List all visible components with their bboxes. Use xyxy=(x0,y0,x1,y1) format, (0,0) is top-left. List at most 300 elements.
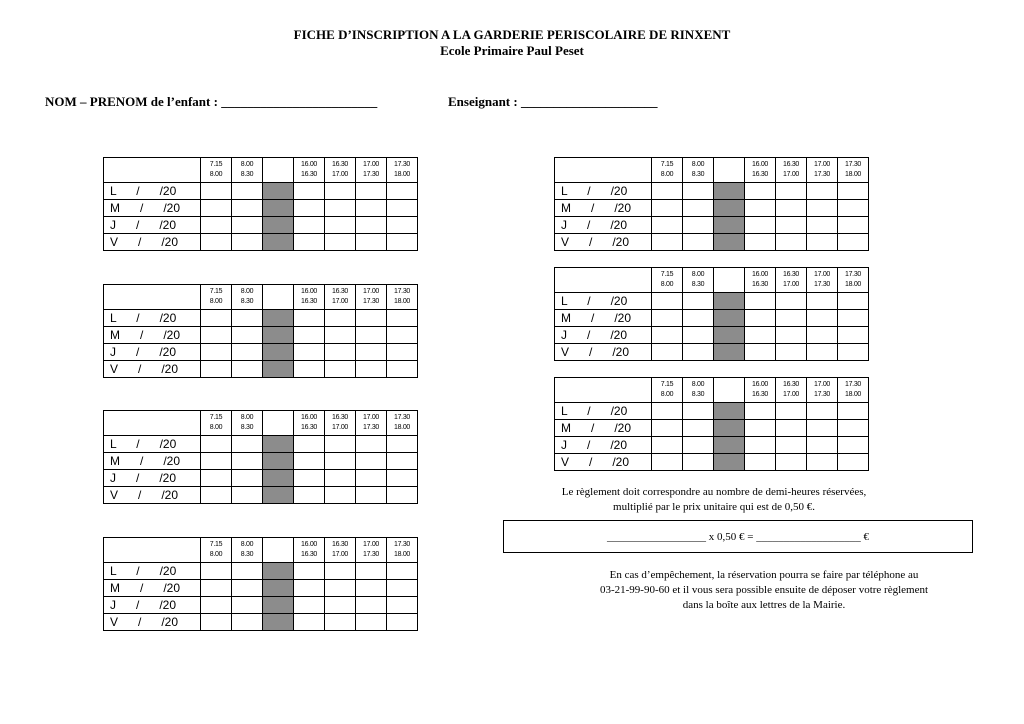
slot-checkbox-cell[interactable] xyxy=(201,344,232,361)
day-label: L / /20 xyxy=(104,310,201,327)
header-blank-cell xyxy=(104,285,201,310)
slot-checkbox-cell[interactable] xyxy=(201,200,232,217)
slot-checkbox-cell[interactable] xyxy=(838,234,869,251)
slot-start: 7.15 xyxy=(660,381,674,388)
slot-start: 17.00 xyxy=(813,271,831,278)
slot-checkbox-cell[interactable] xyxy=(745,310,776,327)
slot-checkbox-cell[interactable] xyxy=(294,580,325,597)
slot-checkbox-cell[interactable] xyxy=(776,183,807,200)
slot-checkbox-cell[interactable] xyxy=(387,597,418,614)
unavailable-slot xyxy=(714,403,745,420)
slot-checkbox-cell[interactable] xyxy=(652,454,683,471)
unavailable-slot xyxy=(714,344,745,361)
slot-checkbox-cell[interactable] xyxy=(838,217,869,234)
slot-end: 18.00 xyxy=(393,171,411,178)
day-label: M / /20 xyxy=(555,200,652,217)
unavailable-slot xyxy=(714,183,745,200)
day-row xyxy=(104,470,418,487)
time-slot-header xyxy=(807,268,838,293)
slot-end: 17.00 xyxy=(331,551,349,558)
slot-checkbox-cell[interactable] xyxy=(745,454,776,471)
slot-checkbox-cell[interactable] xyxy=(807,200,838,217)
slot-checkbox-cell[interactable] xyxy=(683,420,714,437)
time-slot-header xyxy=(652,158,683,183)
slot-checkbox-cell[interactable] xyxy=(807,183,838,200)
slot-checkbox-cell[interactable] xyxy=(387,563,418,580)
day-label: L / /20 xyxy=(104,183,201,200)
slot-checkbox-cell[interactable] xyxy=(387,234,418,251)
slot-checkbox-cell[interactable] xyxy=(807,293,838,310)
slot-checkbox-cell[interactable] xyxy=(325,597,356,614)
slot-checkbox-cell[interactable] xyxy=(683,200,714,217)
contact-line: 03-21-99-90-60 et il vous sera possible ensuite de déposer votre règlement xyxy=(599,584,929,596)
day-label: L / /20 xyxy=(555,183,652,200)
unavailable-slot xyxy=(263,614,294,631)
slot-end: 16.30 xyxy=(300,171,318,178)
header-blank-cell xyxy=(555,158,652,183)
day-label: M / /20 xyxy=(104,453,201,470)
slot-checkbox-cell[interactable] xyxy=(201,327,232,344)
slot-checkbox-cell[interactable] xyxy=(776,310,807,327)
slot-checkbox-cell[interactable] xyxy=(683,437,714,454)
time-slot-header xyxy=(714,268,745,293)
slot-checkbox-cell[interactable] xyxy=(652,403,683,420)
slot-checkbox-cell[interactable] xyxy=(776,234,807,251)
slot-checkbox-cell[interactable] xyxy=(201,310,232,327)
slot-checkbox-cell[interactable] xyxy=(356,563,387,580)
slot-checkbox-cell[interactable] xyxy=(745,217,776,234)
slot-checkbox-cell[interactable] xyxy=(683,403,714,420)
day-row xyxy=(555,200,869,217)
unavailable-slot xyxy=(714,310,745,327)
slot-checkbox-cell[interactable] xyxy=(683,293,714,310)
slot-checkbox-cell[interactable] xyxy=(232,344,263,361)
slot-checkbox-cell[interactable] xyxy=(325,344,356,361)
time-slot-header xyxy=(232,158,263,183)
slot-checkbox-cell[interactable] xyxy=(745,183,776,200)
slot-checkbox-cell[interactable] xyxy=(294,563,325,580)
slot-checkbox-cell[interactable] xyxy=(652,200,683,217)
slot-checkbox-cell[interactable] xyxy=(387,361,418,378)
slot-checkbox-cell[interactable] xyxy=(232,487,263,504)
slot-checkbox-cell[interactable] xyxy=(201,234,232,251)
slot-checkbox-cell[interactable] xyxy=(776,437,807,454)
day-label: L / /20 xyxy=(104,436,201,453)
slot-checkbox-cell[interactable] xyxy=(745,344,776,361)
slot-checkbox-cell[interactable] xyxy=(776,217,807,234)
slot-checkbox-cell[interactable] xyxy=(325,487,356,504)
day-label: M / /20 xyxy=(104,327,201,344)
day-label: V / /20 xyxy=(104,234,201,251)
slot-checkbox-cell[interactable] xyxy=(325,453,356,470)
slot-end: 17.00 xyxy=(782,391,800,398)
time-slot-header xyxy=(263,538,294,563)
slot-checkbox-cell[interactable] xyxy=(356,200,387,217)
unavailable-slot xyxy=(263,183,294,200)
slot-start: 16.00 xyxy=(751,271,769,278)
slot-checkbox-cell[interactable] xyxy=(325,580,356,597)
unavailable-slot xyxy=(263,234,294,251)
slot-start: 17.00 xyxy=(813,161,831,168)
slot-checkbox-cell[interactable] xyxy=(652,310,683,327)
slot-end: 16.30 xyxy=(751,171,769,178)
child-name-field[interactable]: NOM – PRENOM de l’enfant : ________________________ xyxy=(45,94,378,109)
day-row xyxy=(104,563,418,580)
slot-checkbox-cell[interactable] xyxy=(201,436,232,453)
slot-checkbox-cell[interactable] xyxy=(776,327,807,344)
slot-checkbox-cell[interactable] xyxy=(356,470,387,487)
slot-start: 7.15 xyxy=(209,161,223,168)
slot-checkbox-cell[interactable] xyxy=(745,200,776,217)
time-slot-header xyxy=(776,378,807,403)
slot-end: 18.00 xyxy=(844,171,862,178)
week-table xyxy=(554,267,869,361)
time-slot-header xyxy=(294,158,325,183)
time-slot-header xyxy=(652,378,683,403)
slot-checkbox-cell[interactable] xyxy=(232,597,263,614)
slot-checkbox-cell[interactable] xyxy=(356,580,387,597)
slot-checkbox-cell[interactable] xyxy=(232,217,263,234)
slot-checkbox-cell[interactable] xyxy=(838,437,869,454)
slot-checkbox-cell[interactable] xyxy=(807,420,838,437)
slot-end: 17.30 xyxy=(813,281,831,288)
slot-checkbox-cell[interactable] xyxy=(356,217,387,234)
day-row xyxy=(104,597,418,614)
payment-calculation-box[interactable] xyxy=(503,520,973,553)
slot-start: 17.00 xyxy=(362,288,380,295)
slot-checkbox-cell[interactable] xyxy=(776,454,807,471)
slot-end: 8.00 xyxy=(660,281,674,288)
slot-checkbox-cell[interactable] xyxy=(201,470,232,487)
slot-checkbox-cell[interactable] xyxy=(356,183,387,200)
slot-checkbox-cell[interactable] xyxy=(387,487,418,504)
slot-end: 17.30 xyxy=(813,171,831,178)
unavailable-slot xyxy=(263,487,294,504)
slot-checkbox-cell[interactable] xyxy=(232,361,263,378)
slot-checkbox-cell[interactable] xyxy=(325,327,356,344)
slot-end: 16.30 xyxy=(751,391,769,398)
header-blank-cell xyxy=(104,158,201,183)
unavailable-slot xyxy=(714,217,745,234)
time-slot-header xyxy=(776,268,807,293)
time-slot-header xyxy=(263,285,294,310)
slot-checkbox-cell[interactable] xyxy=(356,614,387,631)
slot-checkbox-cell[interactable] xyxy=(745,437,776,454)
slot-checkbox-cell[interactable] xyxy=(776,293,807,310)
slot-checkbox-cell[interactable] xyxy=(232,436,263,453)
day-label: V / /20 xyxy=(104,487,201,504)
slot-start: 16.00 xyxy=(300,414,318,421)
time-slot-header xyxy=(745,378,776,403)
slot-end: 16.30 xyxy=(751,281,769,288)
slot-checkbox-cell[interactable] xyxy=(387,470,418,487)
form-title: FICHE D’INSCRIPTION A LA GARDERIE PERISCOLAIRE DE RINXENT xyxy=(293,27,731,42)
slot-start: 7.15 xyxy=(209,288,223,295)
time-slot-header xyxy=(683,268,714,293)
time-slot-header xyxy=(325,411,356,436)
slot-checkbox-cell[interactable] xyxy=(201,580,232,597)
slot-checkbox-cell[interactable] xyxy=(776,420,807,437)
day-row xyxy=(104,436,418,453)
unavailable-slot xyxy=(263,436,294,453)
time-slot-header xyxy=(201,285,232,310)
slot-start: 7.15 xyxy=(660,161,674,168)
slot-start: 16.30 xyxy=(782,381,800,388)
unavailable-slot xyxy=(263,327,294,344)
slot-checkbox-cell[interactable] xyxy=(232,234,263,251)
slot-checkbox-cell[interactable] xyxy=(838,293,869,310)
slot-checkbox-cell[interactable] xyxy=(807,344,838,361)
week-table xyxy=(554,157,869,251)
teacher-field[interactable]: Enseignant : _____________________ xyxy=(448,94,658,109)
day-label: L / /20 xyxy=(104,563,201,580)
slot-checkbox-cell[interactable] xyxy=(325,361,356,378)
slot-checkbox-cell[interactable] xyxy=(652,420,683,437)
slot-checkbox-cell[interactable] xyxy=(387,217,418,234)
slot-end: 8.00 xyxy=(209,424,223,431)
slot-checkbox-cell[interactable] xyxy=(745,234,776,251)
slot-start: 16.30 xyxy=(782,161,800,168)
slot-checkbox-cell[interactable] xyxy=(387,310,418,327)
slot-checkbox-cell[interactable] xyxy=(838,310,869,327)
slot-checkbox-cell[interactable] xyxy=(294,310,325,327)
time-slot-header xyxy=(201,538,232,563)
slot-checkbox-cell[interactable] xyxy=(776,403,807,420)
day-label: J / /20 xyxy=(555,327,652,344)
unavailable-slot xyxy=(263,200,294,217)
slot-checkbox-cell[interactable] xyxy=(201,361,232,378)
time-slot-header xyxy=(387,158,418,183)
day-row xyxy=(104,344,418,361)
day-label: M / /20 xyxy=(555,420,652,437)
slot-start: 16.30 xyxy=(331,414,349,421)
slot-checkbox-cell[interactable] xyxy=(652,344,683,361)
slot-end: 8.00 xyxy=(660,391,674,398)
slot-start: 8.00 xyxy=(240,161,254,168)
slot-end: 17.00 xyxy=(331,298,349,305)
day-label: M / /20 xyxy=(104,580,201,597)
day-row xyxy=(555,327,869,344)
slot-checkbox-cell[interactable] xyxy=(683,310,714,327)
slot-checkbox-cell[interactable] xyxy=(745,293,776,310)
slot-checkbox-cell[interactable] xyxy=(683,234,714,251)
time-slot-header xyxy=(201,411,232,436)
slot-checkbox-cell[interactable] xyxy=(387,580,418,597)
slot-start: 16.00 xyxy=(300,288,318,295)
contact-line: dans la boîte aux lettres de la Mairie. xyxy=(682,599,846,611)
slot-checkbox-cell[interactable] xyxy=(356,344,387,361)
slot-checkbox-cell[interactable] xyxy=(652,217,683,234)
slot-start: 17.00 xyxy=(362,161,380,168)
day-label: J / /20 xyxy=(104,344,201,361)
slot-checkbox-cell[interactable] xyxy=(807,403,838,420)
slot-checkbox-cell[interactable] xyxy=(652,437,683,454)
slot-checkbox-cell[interactable] xyxy=(838,454,869,471)
slot-checkbox-cell[interactable] xyxy=(387,436,418,453)
slot-checkbox-cell[interactable] xyxy=(745,420,776,437)
time-slot-header xyxy=(325,538,356,563)
slot-checkbox-cell[interactable] xyxy=(294,234,325,251)
slot-end: 17.00 xyxy=(782,171,800,178)
slot-checkbox-cell[interactable] xyxy=(201,597,232,614)
slot-checkbox-cell[interactable] xyxy=(356,453,387,470)
slot-checkbox-cell[interactable] xyxy=(294,344,325,361)
slot-checkbox-cell[interactable] xyxy=(201,183,232,200)
slot-checkbox-cell[interactable] xyxy=(294,200,325,217)
slot-checkbox-cell[interactable] xyxy=(652,327,683,344)
slot-checkbox-cell[interactable] xyxy=(294,436,325,453)
slot-checkbox-cell[interactable] xyxy=(683,217,714,234)
day-label: J / /20 xyxy=(555,437,652,454)
day-label: J / /20 xyxy=(104,597,201,614)
slot-checkbox-cell[interactable] xyxy=(652,234,683,251)
day-row xyxy=(104,453,418,470)
slot-end: 8.00 xyxy=(209,171,223,178)
day-label: J / /20 xyxy=(104,470,201,487)
slot-checkbox-cell[interactable] xyxy=(387,344,418,361)
slot-end: 17.00 xyxy=(331,424,349,431)
slot-checkbox-cell[interactable] xyxy=(294,470,325,487)
unavailable-slot xyxy=(714,200,745,217)
slot-start: 8.00 xyxy=(691,271,705,278)
slot-start: 16.00 xyxy=(300,541,318,548)
slot-end: 8.30 xyxy=(691,171,705,178)
slot-checkbox-cell[interactable] xyxy=(807,217,838,234)
slot-checkbox-cell[interactable] xyxy=(356,327,387,344)
unavailable-slot xyxy=(263,580,294,597)
slot-checkbox-cell[interactable] xyxy=(807,234,838,251)
slot-checkbox-cell[interactable] xyxy=(294,327,325,344)
slot-checkbox-cell[interactable] xyxy=(201,217,232,234)
day-row xyxy=(104,327,418,344)
slot-checkbox-cell[interactable] xyxy=(838,420,869,437)
slot-checkbox-cell[interactable] xyxy=(325,234,356,251)
slot-checkbox-cell[interactable] xyxy=(356,597,387,614)
slot-checkbox-cell[interactable] xyxy=(294,183,325,200)
slot-checkbox-cell[interactable] xyxy=(838,183,869,200)
slot-checkbox-cell[interactable] xyxy=(683,327,714,344)
slot-checkbox-cell[interactable] xyxy=(325,470,356,487)
slot-checkbox-cell[interactable] xyxy=(294,487,325,504)
slot-checkbox-cell[interactable] xyxy=(356,234,387,251)
slot-checkbox-cell[interactable] xyxy=(838,327,869,344)
unavailable-slot xyxy=(263,597,294,614)
slot-checkbox-cell[interactable] xyxy=(356,361,387,378)
time-slot-header xyxy=(294,285,325,310)
time-slot-header xyxy=(263,411,294,436)
slot-checkbox-cell[interactable] xyxy=(652,183,683,200)
slot-checkbox-cell[interactable] xyxy=(683,183,714,200)
time-slot-header xyxy=(807,378,838,403)
slot-end: 16.30 xyxy=(300,424,318,431)
day-row xyxy=(104,183,418,200)
slot-end: 8.30 xyxy=(240,424,254,431)
slot-checkbox-cell[interactable] xyxy=(745,403,776,420)
slot-checkbox-cell[interactable] xyxy=(294,217,325,234)
slot-checkbox-cell[interactable] xyxy=(232,327,263,344)
slot-checkbox-cell[interactable] xyxy=(356,487,387,504)
slot-start: 17.30 xyxy=(393,288,411,295)
day-row xyxy=(104,217,418,234)
slot-checkbox-cell[interactable] xyxy=(232,580,263,597)
slot-end: 17.00 xyxy=(331,171,349,178)
slot-checkbox-cell[interactable] xyxy=(232,614,263,631)
slot-checkbox-cell[interactable] xyxy=(387,200,418,217)
time-slot-header xyxy=(356,158,387,183)
day-label: J / /20 xyxy=(104,217,201,234)
day-row xyxy=(555,217,869,234)
slot-checkbox-cell[interactable] xyxy=(652,293,683,310)
slot-checkbox-cell[interactable] xyxy=(807,310,838,327)
slot-checkbox-cell[interactable] xyxy=(745,327,776,344)
slot-checkbox-cell[interactable] xyxy=(294,597,325,614)
slot-checkbox-cell[interactable] xyxy=(683,454,714,471)
slot-checkbox-cell[interactable] xyxy=(232,183,263,200)
slot-checkbox-cell[interactable] xyxy=(201,563,232,580)
slot-end: 17.00 xyxy=(782,281,800,288)
slot-checkbox-cell[interactable] xyxy=(232,563,263,580)
slot-checkbox-cell[interactable] xyxy=(201,487,232,504)
time-slot-header xyxy=(652,268,683,293)
slot-checkbox-cell[interactable] xyxy=(201,453,232,470)
slot-start: 16.00 xyxy=(751,161,769,168)
slot-checkbox-cell[interactable] xyxy=(294,453,325,470)
slot-checkbox-cell[interactable] xyxy=(325,563,356,580)
time-slot-header xyxy=(325,158,356,183)
slot-checkbox-cell[interactable] xyxy=(325,183,356,200)
day-row xyxy=(104,614,418,631)
slot-checkbox-cell[interactable] xyxy=(807,454,838,471)
slot-checkbox-cell[interactable] xyxy=(807,327,838,344)
slot-checkbox-cell[interactable] xyxy=(683,344,714,361)
slot-checkbox-cell[interactable] xyxy=(325,614,356,631)
time-slot-header xyxy=(325,285,356,310)
slot-checkbox-cell[interactable] xyxy=(201,614,232,631)
slot-checkbox-cell[interactable] xyxy=(325,200,356,217)
slot-checkbox-cell[interactable] xyxy=(325,217,356,234)
slot-start: 16.00 xyxy=(300,161,318,168)
slot-checkbox-cell[interactable] xyxy=(294,361,325,378)
time-slot-header xyxy=(356,411,387,436)
slot-checkbox-cell[interactable] xyxy=(387,183,418,200)
header-blank-cell xyxy=(104,411,201,436)
day-row xyxy=(555,454,869,471)
slot-checkbox-cell[interactable] xyxy=(776,344,807,361)
slot-checkbox-cell[interactable] xyxy=(838,344,869,361)
unavailable-slot xyxy=(263,470,294,487)
time-slot-header xyxy=(745,268,776,293)
slot-checkbox-cell[interactable] xyxy=(387,453,418,470)
slot-checkbox-cell[interactable] xyxy=(776,200,807,217)
slot-start: 7.15 xyxy=(660,271,674,278)
slot-checkbox-cell[interactable] xyxy=(807,437,838,454)
slot-checkbox-cell[interactable] xyxy=(356,436,387,453)
slot-checkbox-cell[interactable] xyxy=(387,614,418,631)
slot-checkbox-cell[interactable] xyxy=(232,310,263,327)
slot-end: 17.30 xyxy=(362,551,380,558)
slot-checkbox-cell[interactable] xyxy=(838,200,869,217)
slot-checkbox-cell[interactable] xyxy=(232,470,263,487)
slot-checkbox-cell[interactable] xyxy=(325,310,356,327)
time-slot-header xyxy=(294,411,325,436)
slot-checkbox-cell[interactable] xyxy=(838,403,869,420)
slot-checkbox-cell[interactable] xyxy=(356,310,387,327)
slot-checkbox-cell[interactable] xyxy=(294,614,325,631)
slot-checkbox-cell[interactable] xyxy=(325,436,356,453)
slot-checkbox-cell[interactable] xyxy=(387,327,418,344)
slot-checkbox-cell[interactable] xyxy=(232,200,263,217)
slot-checkbox-cell[interactable] xyxy=(232,453,263,470)
